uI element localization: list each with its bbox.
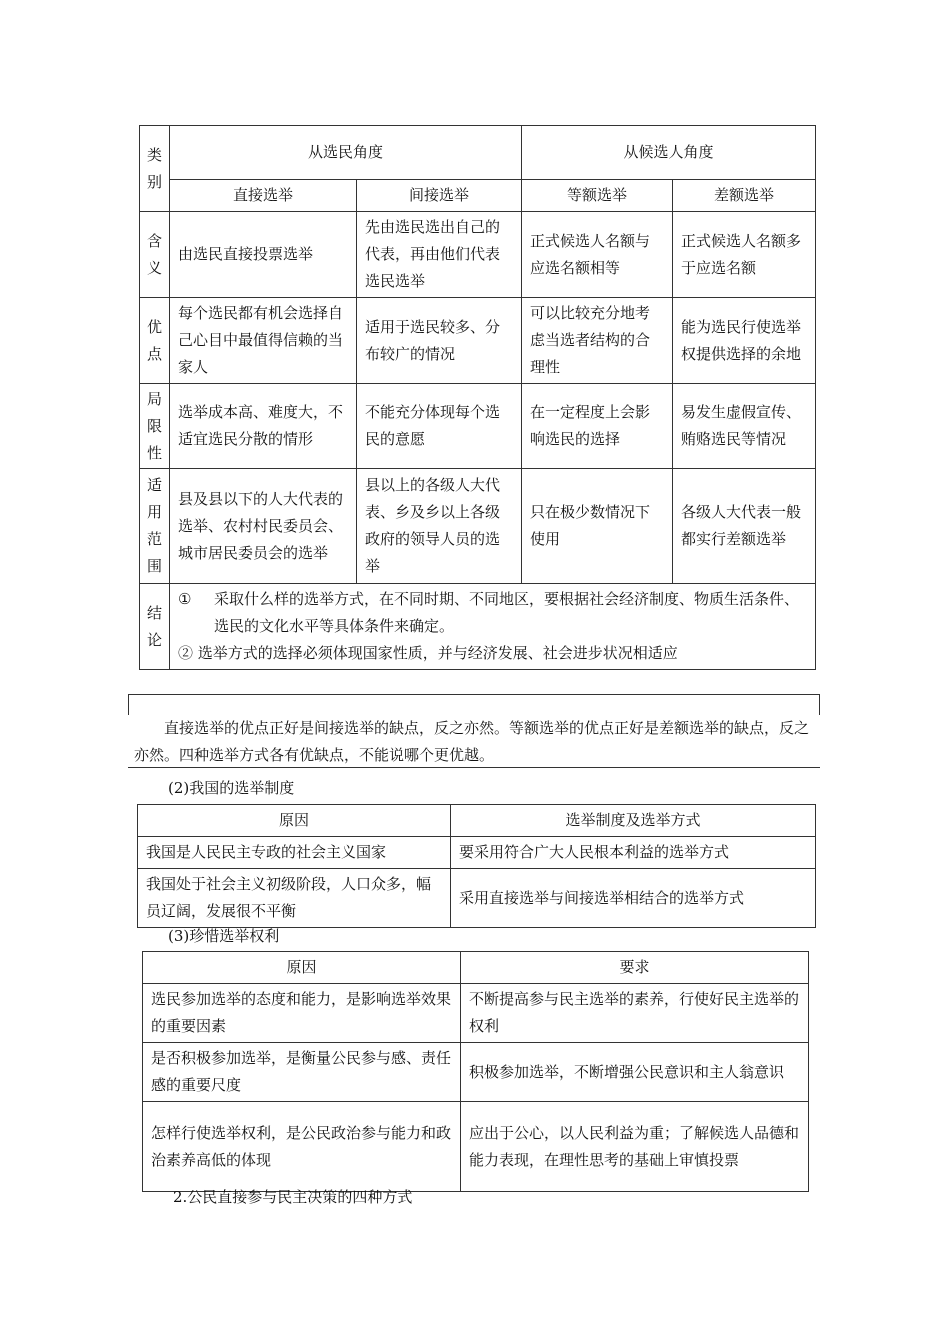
method-header: 直接选举 bbox=[170, 180, 357, 212]
election-system-table bbox=[137, 804, 816, 928]
table-cell: 积极参加选举，不断增强公民意识和主人翁意识 bbox=[461, 1043, 809, 1102]
table-cell: 只在极少数情况下使用 bbox=[522, 469, 673, 584]
conclusion-row bbox=[140, 584, 816, 670]
table-cell: 不能充分体现每个选民的意愿 bbox=[357, 384, 522, 469]
table-row bbox=[140, 469, 816, 584]
table-cell: 是否积极参加选举，是衡量公民参与感、责任感的重要尺度 bbox=[143, 1043, 461, 1102]
table-row bbox=[138, 869, 816, 928]
candidate-perspective-header: 从候选人角度 bbox=[522, 126, 816, 180]
row-label: 局 限 性 bbox=[140, 384, 170, 469]
table-cell: 不断提高参与民主选举的素养，行使好民主选举的权利 bbox=[461, 984, 809, 1043]
section-heading: (2)我国的选举制度 bbox=[168, 779, 295, 797]
election-rights-table bbox=[142, 951, 809, 1192]
table-cell: 我国处于社会主义初级阶段，人口众多，幅员辽阔，发展很不平衡 bbox=[138, 869, 451, 928]
method-header: 间接选举 bbox=[357, 180, 522, 212]
conclusion-number: ① bbox=[178, 590, 192, 608]
table-cell: 先由选民选出自己的代表，再由他们代表选民选举 bbox=[357, 212, 522, 298]
row-label: 含 义 bbox=[140, 212, 170, 298]
table-cell: 能为选民行使选举权提供选择的余地 bbox=[673, 298, 816, 384]
table-row bbox=[140, 298, 816, 384]
table-cell: 易发生虚假宣传、贿赂选民等情况 bbox=[673, 384, 816, 469]
column-header: 选举制度及选举方式 bbox=[451, 805, 816, 837]
conclusion-text: 采取什么样的选举方式，在不同时期、不同地区，要根据社会经济制度、物质生活条件、选民的文化水平等具体条件来确定。 bbox=[214, 590, 800, 635]
table-cell: 正式候选人名额与应选名额相等 bbox=[522, 212, 673, 298]
table-cell: 正式候选人名额多于应选名额 bbox=[673, 212, 816, 298]
table-cell: 采用直接选举与间接选举相结合的选举方式 bbox=[451, 869, 816, 928]
voter-perspective-header: 从选民角度 bbox=[170, 126, 522, 180]
table-row bbox=[143, 984, 809, 1043]
method-header: 等额选举 bbox=[522, 180, 673, 212]
section-heading: (3)珍惜选举权利 bbox=[168, 927, 280, 945]
method-header: 差额选举 bbox=[673, 180, 816, 212]
table-cell: 选民参加选举的态度和能力，是影响选举效果的重要因素 bbox=[143, 984, 461, 1043]
table-cell: 县以上的各级人大代表、乡及乡以上各级政府的领导人员的选举 bbox=[357, 469, 522, 584]
table-row bbox=[143, 1043, 809, 1102]
table-cell: 每个选民都有机会选择自己心目中最值得信赖的当家人 bbox=[170, 298, 357, 384]
table-cell: 在一定程度上会影响选民的选择 bbox=[522, 384, 673, 469]
table-cell: 我国是人民民主专政的社会主义国家 bbox=[138, 837, 451, 869]
section-heading: 2.公民直接参与民主决策的四种方式 bbox=[173, 1188, 413, 1206]
table-row bbox=[143, 1102, 809, 1192]
table-cell: 适用于选民较多、分布较广的情况 bbox=[357, 298, 522, 384]
table-row bbox=[140, 384, 816, 469]
column-header: 原因 bbox=[138, 805, 451, 837]
row-label: 适 用 范 围 bbox=[140, 469, 170, 584]
table-row bbox=[138, 837, 816, 869]
conclusion-cell bbox=[170, 584, 816, 670]
row-label: 结 论 bbox=[140, 584, 170, 670]
note-text: 直接选举的优点正好是间接选举的缺点，反之亦然。等额选举的优点正好是差额选举的缺点，反之亦然。四种选举方式各有优缺点，不能说哪个更优越。 bbox=[134, 719, 810, 764]
table-cell: 可以比较充分地考虑当选者结构的合理性 bbox=[522, 298, 673, 384]
column-header: 要求 bbox=[461, 952, 809, 984]
table-cell: 由选民直接投票选举 bbox=[170, 212, 357, 298]
note-box bbox=[128, 694, 820, 768]
column-header: 原因 bbox=[143, 952, 461, 984]
table-cell: 怎样行使选举权利，是公民政治参与能力和政治素养高低的体现 bbox=[143, 1102, 461, 1192]
table-cell: 县及县以下的人大代表的选举、农村村民委员会、城市居民委员会的选举 bbox=[170, 469, 357, 584]
table-cell: 要采用符合广大人民根本利益的选举方式 bbox=[451, 837, 816, 869]
table-cell: 应出于公心，以人民利益为重；了解候选人品德和能力表现，在理性思考的基础上审慎投票 bbox=[461, 1102, 809, 1192]
category-label: 类 别 bbox=[140, 126, 170, 212]
table-cell: 选举成本高、难度大，不适宜选民分散的情形 bbox=[170, 384, 357, 469]
conclusion-text: ② 选举方式的选择必须体现国家性质，并与经济发展、社会进步状况相适应 bbox=[178, 644, 678, 662]
row-label: 优 点 bbox=[140, 298, 170, 384]
table-row bbox=[140, 212, 816, 298]
table-cell: 各级人大代表一般都实行差额选举 bbox=[673, 469, 816, 584]
election-methods-table bbox=[139, 125, 816, 670]
